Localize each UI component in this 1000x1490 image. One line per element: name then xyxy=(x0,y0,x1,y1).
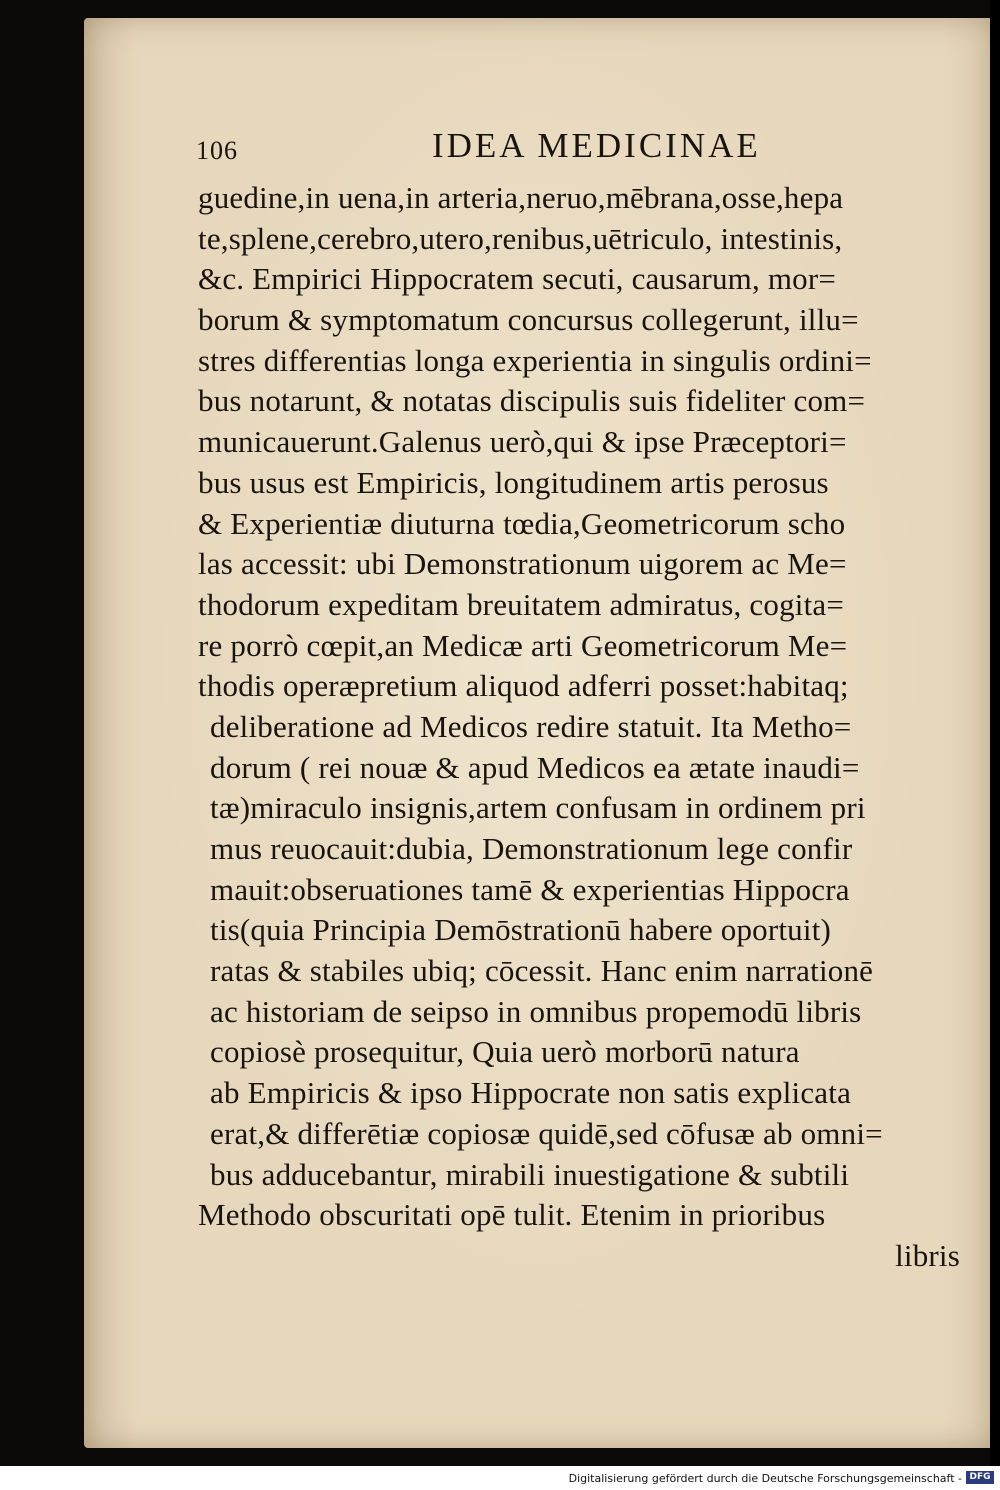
page-header xyxy=(196,126,976,170)
text-line: bus usus est Empiricis, longitudinem artis perosus xyxy=(198,464,829,500)
text-line: copiosè prosequitur, Quia uerò morborū natura xyxy=(210,1034,800,1070)
catchword: libris xyxy=(895,1237,960,1273)
text-line: re porrò cœpit,an Medicæ arti Geometricorum Me= xyxy=(198,627,848,663)
text-line: te,splene,cerebro,utero,renibus,uētriculo, intestinis, xyxy=(198,220,843,256)
body-text xyxy=(198,178,970,1277)
text-line: thodis operæpretium aliquod adferri posset:habitaq; xyxy=(198,668,849,704)
text-line: erat,& differētiæ copiosæ quidē,sed cōfusæ ab omni= xyxy=(210,1115,883,1151)
text-line: tis(quia Principia Demōstrationū habere oportuit) xyxy=(210,912,832,948)
text-line: thodorum expeditam breuitatem admiratus, cogita= xyxy=(198,586,845,622)
digitization-footer xyxy=(0,1466,1000,1490)
text-line: bus notarunt, & notatas discipulis suis fideliter com= xyxy=(198,383,866,419)
text-line: stres differentias longa experientia in singulis ordini= xyxy=(198,342,872,378)
funding-credit: Digitalisierung gefördert durch die Deutsche Forschungsgemeinschaft - xyxy=(568,1472,962,1485)
text-line: deliberatione ad Medicos redire statuit. Ita Metho= xyxy=(210,708,852,744)
text-line: mus reuocauit:dubia, Demonstrationum lege confir xyxy=(210,831,853,866)
text-line: &c. Empirici Hippocratem secuti, causarum, mor= xyxy=(198,261,837,297)
text-line: tæ)miraculo insignis,artem confusam in ordinem pri xyxy=(210,790,866,826)
text-line: las accessit: ubi Demonstrationum uigorem ac Me= xyxy=(198,546,847,582)
page-number: 106 xyxy=(196,136,238,165)
binding-edge xyxy=(990,0,1000,1466)
text-line: ratas & stabiles ubiq; cōcessit. Hanc enim narrationē xyxy=(210,953,874,989)
text-line: & Experientiæ diuturna tœdia,Geometricorum scho xyxy=(198,505,846,541)
text-line: ac historiam de seipso in omnibus propemodū libris xyxy=(210,993,862,1029)
text-line: municauerunt.Galenus uerò,qui & ipse Præceptori= xyxy=(198,424,847,460)
text-line: mauit:obseruationes tamē & experientias Hippocra xyxy=(210,871,850,907)
text-line: Methodo obscuritati opē tulit. Etenim in prioribus xyxy=(198,1197,826,1233)
text-line: ab Empiricis & ipso Hippocrate non satis explicata xyxy=(210,1075,852,1111)
text-line: borum & symptomatum concursus collegerunt, illu= xyxy=(198,302,859,338)
running-title: IDEA MEDICINAE xyxy=(432,126,761,165)
text-line: bus adducebantur, mirabili inuestigatione & subtili xyxy=(210,1156,850,1192)
text-line: guedine,in uena,in arteria,neruo,mēbrana,osse,hepa xyxy=(198,180,844,215)
text-line: dorum ( rei nouæ & apud Medicos ea ætate inaudi= xyxy=(210,749,860,785)
dfg-logo: DFG xyxy=(966,1471,994,1484)
